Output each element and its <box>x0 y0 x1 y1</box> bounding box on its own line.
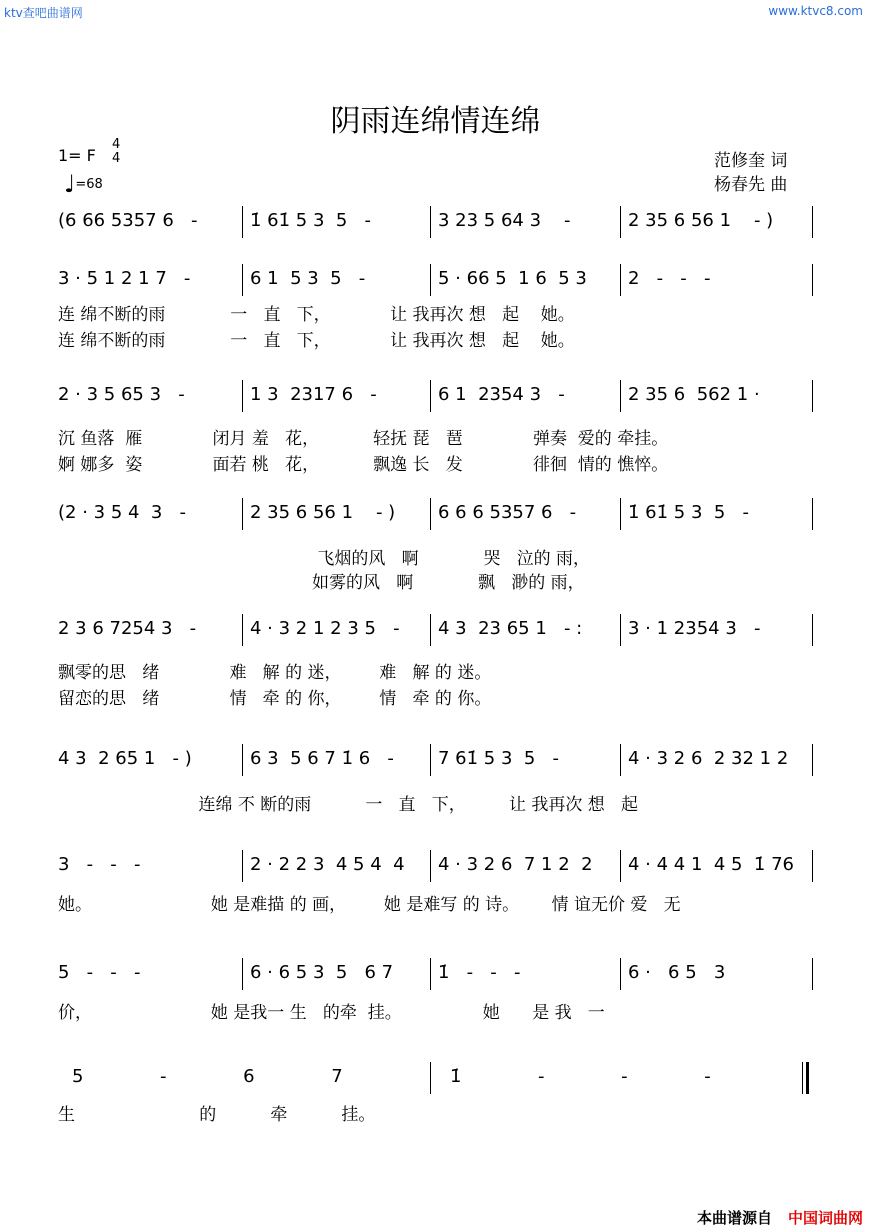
score-measure: 2 · 3 5 65 3 - <box>58 384 185 405</box>
bar-line <box>620 380 621 412</box>
score-measure: 4 3 23 65 1 - : <box>438 618 583 639</box>
meter-bottom: 4 <box>112 151 121 166</box>
bar-line <box>812 744 813 776</box>
score-measure: 5 - 6 7 <box>72 1066 351 1087</box>
bar-line <box>242 206 243 238</box>
score-measure: 2 35 6 562 1 · <box>628 384 760 405</box>
score-measure: 6 · 6 5 3 <box>628 962 726 983</box>
score-row <box>58 380 812 410</box>
lyric-line: 飘零的思 绪 难 解 的 迷， 难 解 的 迷。 <box>58 663 492 683</box>
footer-source-label: 本曲谱源自 <box>696 1209 772 1227</box>
score-measure: (2 · 3 5 4 3 - <box>58 502 186 523</box>
bar-line <box>620 498 621 530</box>
bar-line <box>620 958 621 990</box>
score-measure: 3 - - - <box>58 854 141 875</box>
quarter-note-icon: ♩ <box>64 170 76 198</box>
bar-line <box>430 614 431 646</box>
score-measure: 5 - - - <box>58 962 141 983</box>
bar-line <box>242 850 243 882</box>
score-measure: 6 1 2354 3 - <box>438 384 565 405</box>
bar-line <box>620 264 621 296</box>
bar-line <box>620 614 621 646</box>
song-title: 阴雨连绵情连绵 <box>330 104 541 139</box>
lyric-line: 留恋的思 绪 情 牵 的 你， 情 牵 的 你。 <box>58 689 492 709</box>
score-measure: 5 · 66 5 1 6 5 3 <box>438 268 587 289</box>
meter-top: 4 <box>112 137 121 152</box>
bar-line <box>242 744 243 776</box>
lyric-line: 她。 她 是难描 的 画， 她 是难写 的 诗。 情 谊无价 爱 无 <box>58 895 681 915</box>
lyric-line: 飞烟的风 啊 哭 泣的 雨， <box>58 549 591 569</box>
bar-line <box>802 1062 803 1094</box>
bar-line <box>242 264 243 296</box>
bar-line <box>620 744 621 776</box>
lyric-line: 沉 鱼落 雁 闭月 羞 花， 轻抚 琵 琶 弹奏 爱的 牵挂。 <box>58 429 669 449</box>
score-row <box>58 206 812 236</box>
bar-line <box>430 958 431 990</box>
score-row <box>58 744 812 774</box>
bar-line <box>430 850 431 882</box>
score-measure: 6 1 5 3 5 - <box>250 268 366 289</box>
lyric-line: 连 绵不断的雨 一 直 下， 让 我再次 想 起 她。 <box>58 305 575 325</box>
lyric-line: 如雾的风 啊 飘 渺的 雨， <box>58 573 585 593</box>
score-measure: 6 · 6 5 3 5 6 7 <box>250 962 394 983</box>
bar-line <box>242 380 243 412</box>
score-measure: 4 · 3 2 6 7 1 2 2 <box>438 854 593 875</box>
lyricist-credit: 范修奎 词 <box>714 151 788 171</box>
bar-line <box>806 1062 809 1094</box>
score-measure: 4 · 3 2 1 2 3 5 - <box>250 618 400 639</box>
tempo-mark <box>64 170 103 198</box>
lyric-line: 婀 娜多 姿 面若 桃 花， 飘逸 长 发 徘徊 情的 憔悴。 <box>58 455 669 475</box>
footer <box>697 1207 863 1228</box>
score-measure: 7 61̇ 5 3 5 - <box>438 748 559 769</box>
bar-line <box>620 206 621 238</box>
score-measure: 4 · 4 4 1 4 5 1̇ 76 <box>628 854 795 875</box>
score-measure: 1̇ - - - <box>438 962 521 983</box>
score-row <box>58 958 812 988</box>
bar-line <box>812 614 813 646</box>
bar-line <box>812 206 813 238</box>
score-measure: 4 3 2 65 1 - ) <box>58 748 192 769</box>
score-measure: 1̇ 61̇ 5 3 5 - <box>250 210 371 231</box>
score-row <box>58 264 812 294</box>
score-measure: 1̇ 61̇ 5 3 5 - <box>628 502 749 523</box>
bar-line <box>430 206 431 238</box>
bar-line <box>430 744 431 776</box>
lyric-line: 连 绵不断的雨 一 直 下， 让 我再次 想 起 她。 <box>58 331 575 351</box>
score-row <box>58 850 812 880</box>
score-measure: 3 23 5 64 3 - <box>438 210 571 231</box>
bar-line <box>812 380 813 412</box>
lyric-line: 生 的 牵 挂。 <box>58 1105 376 1125</box>
bar-line <box>430 380 431 412</box>
key-signature: 1= F <box>58 146 96 165</box>
score-measure: 2 - - - <box>628 268 711 289</box>
watermark-left: ktv查吧曲谱网 <box>4 6 83 20</box>
bar-line <box>620 850 621 882</box>
lyric-line: 连绵 不 断的雨 一 直 下， 让 我再次 想 起 <box>58 795 639 815</box>
time-signature <box>112 138 120 166</box>
score-row <box>58 498 812 528</box>
bar-line <box>812 850 813 882</box>
bar-line <box>812 264 813 296</box>
bar-line <box>430 1062 431 1094</box>
score-measure: 6 6 6 5357 6 - <box>438 502 577 523</box>
score-row <box>58 1062 812 1092</box>
bar-line <box>430 264 431 296</box>
score-measure: 2 · 2 2 3 4 5 4 4 <box>250 854 405 875</box>
score-measure: 2 3 6 7254 3 - <box>58 618 197 639</box>
bar-line <box>812 958 813 990</box>
score-measure: 1̇ - - - <box>450 1066 719 1087</box>
footer-site-name: 中国词曲网 <box>787 1209 863 1227</box>
bar-line <box>430 498 431 530</box>
score-measure: 3 · 5 1 2 1 7 - <box>58 268 191 289</box>
score-measure: 4 · 3 2 6 2 32 1 2 <box>628 748 789 769</box>
score-measure: 3 · 1 2354 3 - <box>628 618 761 639</box>
score-measure: 1 3 2317 6 - <box>250 384 377 405</box>
score-measure: 2 35 6 56 1 - ) <box>250 502 396 523</box>
tempo-value: =68 <box>75 177 103 192</box>
score-row <box>58 614 812 644</box>
composer-credit: 杨春先 曲 <box>714 175 788 195</box>
watermark-right: www.ktvc8.com <box>768 4 863 18</box>
bar-line <box>812 498 813 530</box>
lyric-line: 价， 她 是我一 生 的牵 挂。 她 是 我 一 <box>58 1003 605 1023</box>
bar-line <box>242 614 243 646</box>
score-measure: 2 35 6 56 1 - ) <box>628 210 774 231</box>
bar-line <box>242 498 243 530</box>
score-measure: 6 3 5 6 7 1̇ 6 - <box>250 748 394 769</box>
bar-line <box>242 958 243 990</box>
score-measure: (6 66 5357 6 - <box>58 210 198 231</box>
